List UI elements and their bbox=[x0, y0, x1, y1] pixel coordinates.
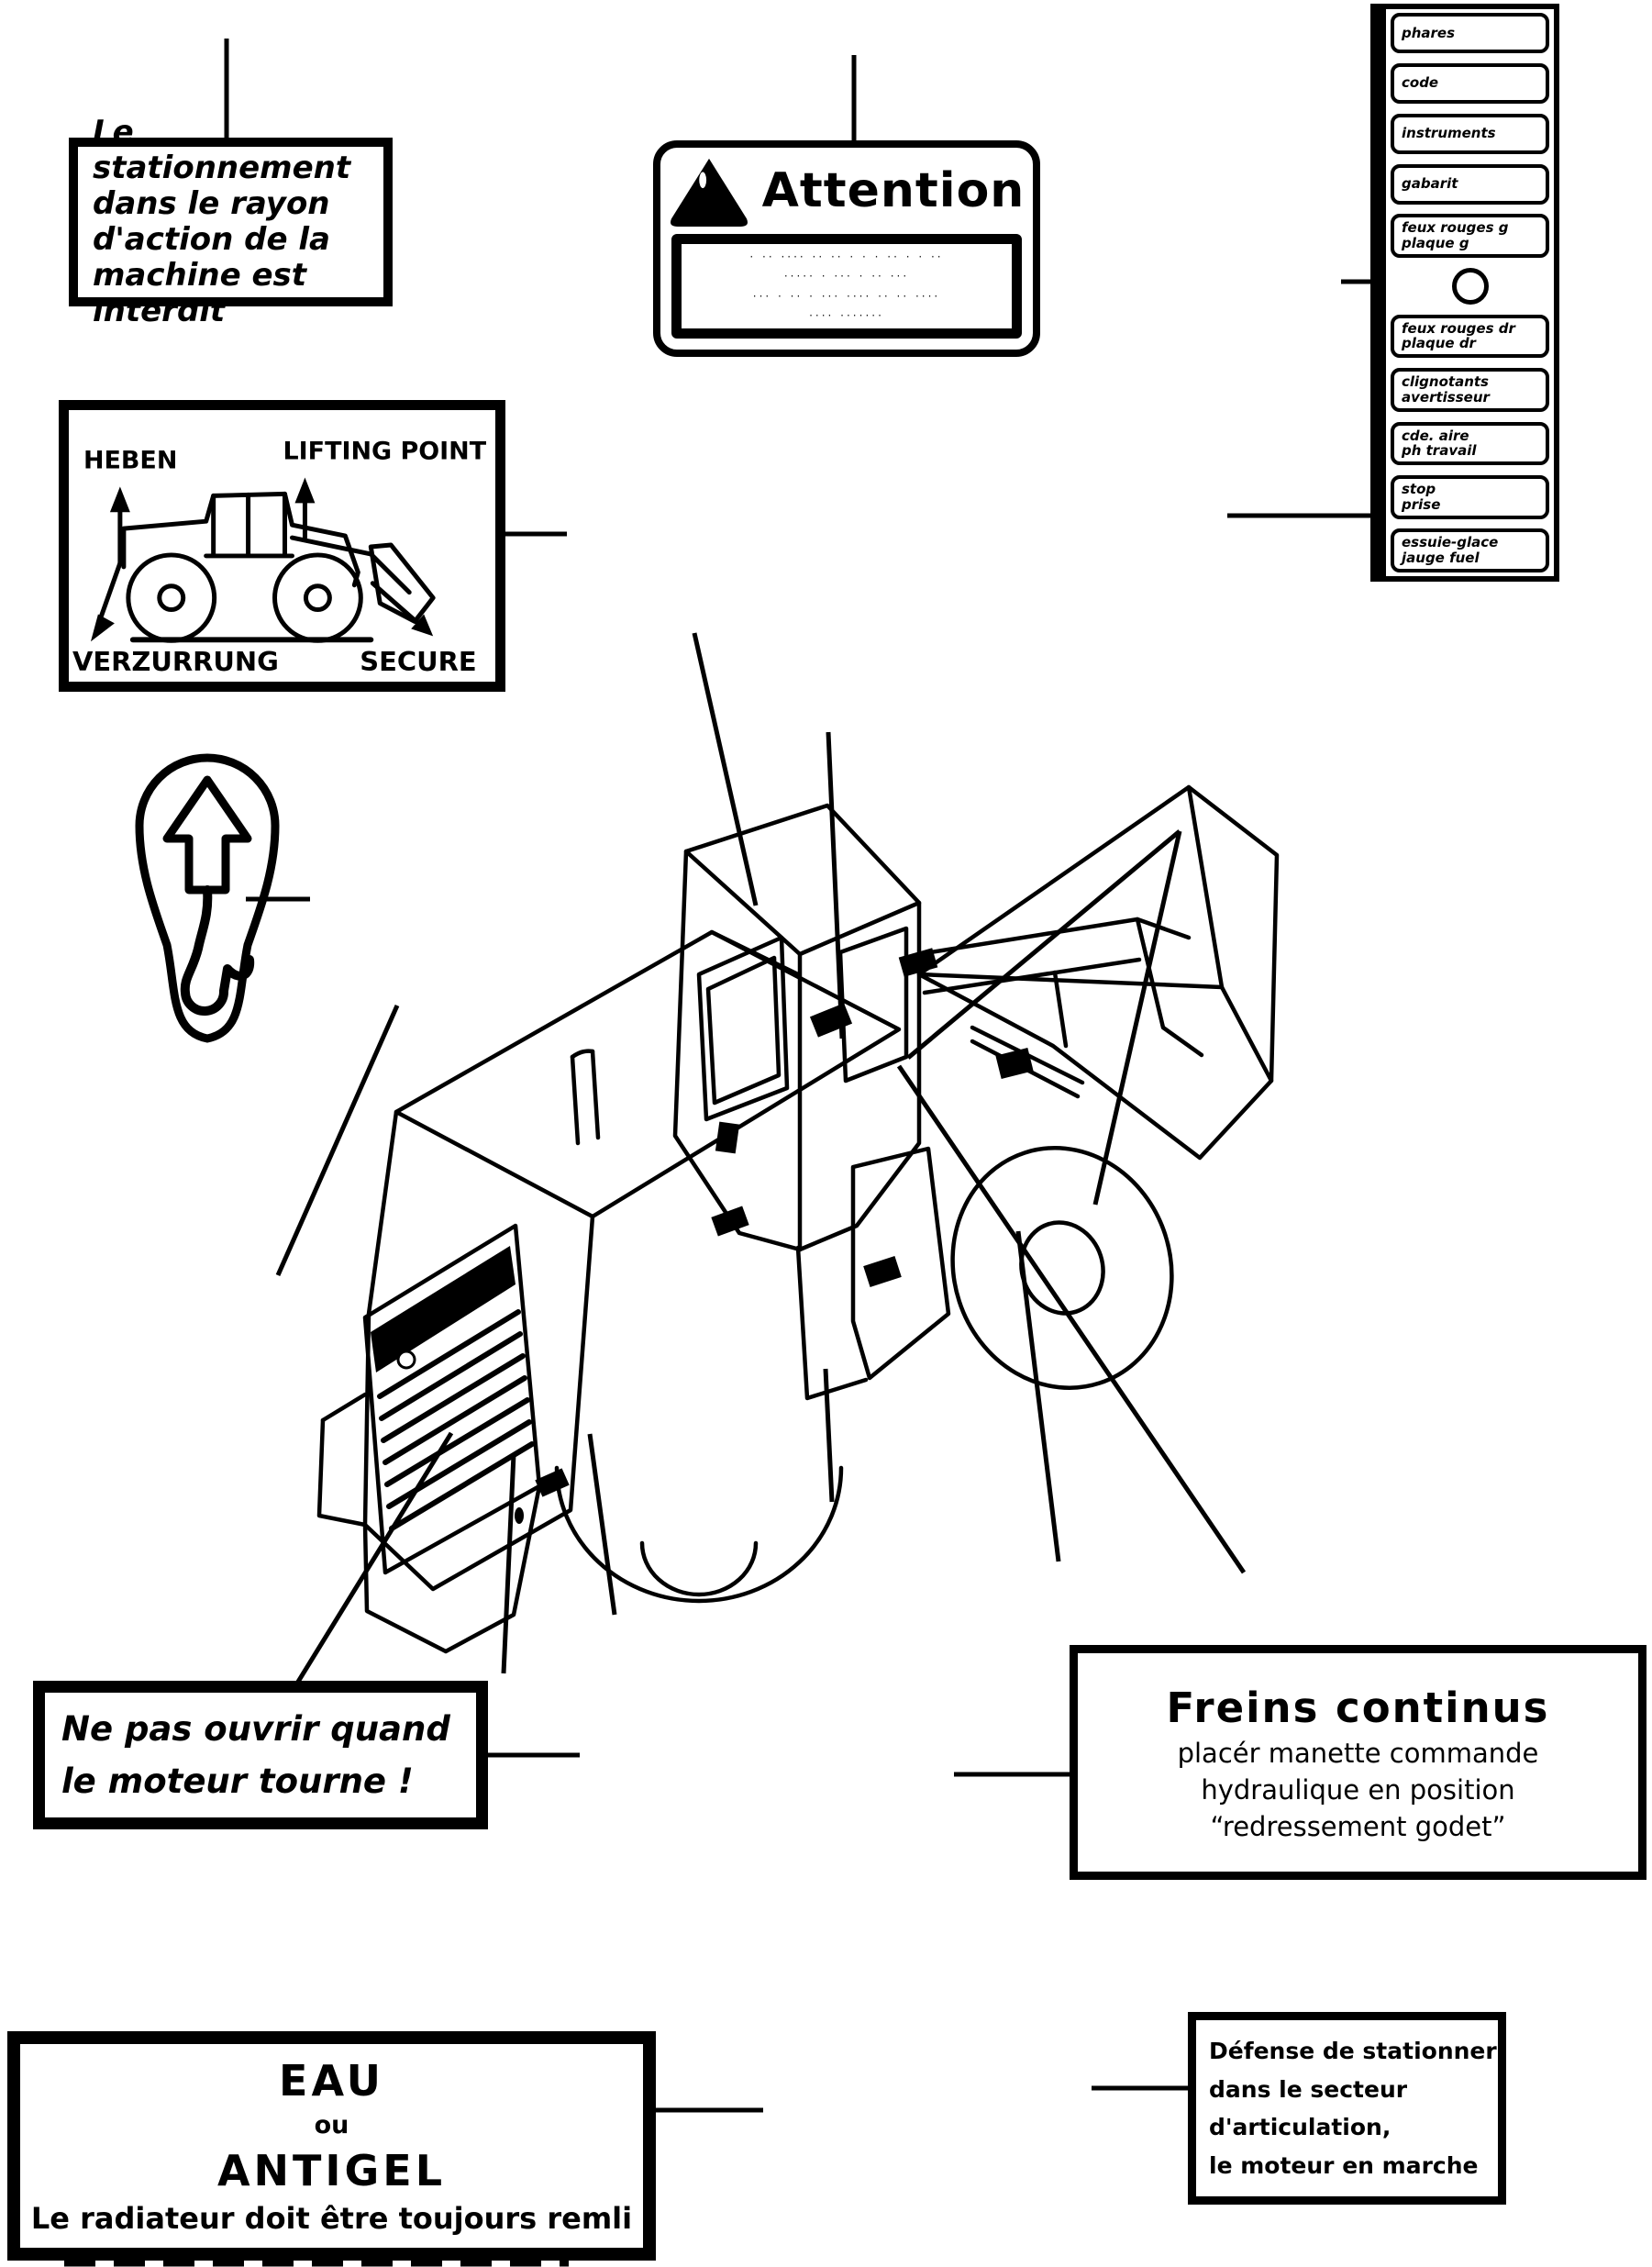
decal-no-open-engine-running bbox=[33, 1681, 488, 1829]
decal-text-line: EAU bbox=[279, 2055, 384, 2106]
panel-hole-row bbox=[1391, 268, 1549, 305]
wheel-loader-drawing bbox=[319, 787, 1277, 1651]
decal-text-line: Défense de stationner bbox=[1209, 2037, 1497, 2064]
callout-body-long bbox=[899, 1066, 1244, 1572]
exhaust-stub bbox=[572, 1057, 578, 1143]
illegible-text-line: ····· · ··· · ·· ··· bbox=[783, 270, 910, 283]
panel-left-band bbox=[1376, 9, 1386, 576]
decal-text-line: dans le rayon bbox=[93, 184, 330, 222]
panel-item-gabarit bbox=[1391, 164, 1549, 205]
panel-item-label: stop bbox=[1402, 480, 1436, 497]
panel-item-label: avertisseur bbox=[1402, 388, 1490, 406]
decal-text-line: dans le secteur bbox=[1209, 2075, 1408, 2103]
decal-text-line: Le radiateur doit être toujours remli bbox=[30, 2201, 633, 2237]
decal-parking-prohibited bbox=[69, 113, 393, 330]
panel-item-list bbox=[1386, 9, 1554, 576]
label-heben: HEBEN bbox=[83, 446, 178, 475]
decal-text-line: “redressement godet” bbox=[1210, 1810, 1506, 1842]
bucket-outline bbox=[919, 787, 1277, 1158]
decal-no-parking-articulation bbox=[1188, 2012, 1506, 2205]
panel-item-label: ph travail bbox=[1402, 442, 1477, 460]
callout-grille-1 bbox=[291, 1433, 451, 1694]
callout-hood-low bbox=[590, 1434, 615, 1615]
illegible-text-line: ··· · ·· · ··· ···· ·· ·· ···· bbox=[752, 289, 941, 303]
panel-mounting-hole bbox=[1452, 268, 1489, 305]
label-lifting-point: LIFTING POINT bbox=[283, 437, 487, 466]
label-secure: SECURE bbox=[360, 646, 477, 678]
cab-roof bbox=[686, 806, 919, 954]
decal-text-line: d'articulation, bbox=[1209, 2114, 1391, 2141]
panel-item-label: essuie-glace bbox=[1402, 534, 1499, 551]
panel-item-label: feux rouges dr bbox=[1402, 319, 1515, 337]
decal-text-line: ANTIGEL bbox=[216, 2145, 447, 2195]
panel-item-label: cde. aire bbox=[1402, 427, 1469, 444]
panel-item-code bbox=[1391, 63, 1549, 104]
panel-item-label: feux rouges g bbox=[1402, 219, 1509, 237]
panel-item-label: prise bbox=[1402, 495, 1441, 513]
decal-text-line: placér manette commande bbox=[1177, 1737, 1539, 1769]
panel-item-label: clignotants bbox=[1402, 373, 1489, 391]
label-verzurrung: VERZURRUNG bbox=[72, 646, 279, 678]
decal-title: Freins continus bbox=[1166, 1683, 1550, 1732]
decal-text-line: d'action de la bbox=[93, 221, 330, 258]
panel-item-phares bbox=[1391, 13, 1549, 53]
decal-text-line: hydraulique en position bbox=[1201, 1773, 1515, 1806]
arrowheads bbox=[91, 478, 433, 642]
decal-text-line: Ne pas ouvrir quand bbox=[61, 1709, 450, 1749]
panel-item-feux-rouges-g bbox=[1391, 214, 1549, 258]
decal-text-line: machine est interdit bbox=[93, 257, 307, 330]
attention-body bbox=[671, 234, 1022, 339]
cab-left bbox=[675, 851, 800, 1250]
attention-title: Attention bbox=[761, 163, 1026, 218]
decal-coolant bbox=[7, 2031, 656, 2261]
panel-item-stop-prise bbox=[1391, 475, 1549, 519]
decal-text-line: le moteur en marche bbox=[1209, 2152, 1479, 2180]
warning-triangle-icon bbox=[669, 155, 749, 227]
panel-item-label: plaque dr bbox=[1402, 335, 1476, 352]
panel-item-essuie-glace bbox=[1391, 528, 1549, 572]
panel-item-label: instruments bbox=[1402, 125, 1496, 142]
decal-text-line: Le stationnement bbox=[93, 113, 351, 186]
lifting-diagram bbox=[69, 410, 495, 682]
panel-item-cde-aire bbox=[1391, 422, 1549, 466]
attention-header bbox=[660, 148, 1033, 234]
illegible-text-line: · ·· ···· ·· ·· · · · ·· · · ·· bbox=[749, 250, 944, 264]
panel-item-clignotants bbox=[1391, 368, 1549, 412]
callout-arm-fan-2 bbox=[1095, 831, 1180, 1205]
callout-arm-fan-1 bbox=[908, 831, 1180, 1058]
bucket-ridge bbox=[1189, 787, 1271, 1081]
hook-decal-icon bbox=[117, 750, 297, 1053]
dashboard-legend-panel bbox=[1370, 4, 1559, 582]
panel-item-instruments bbox=[1391, 114, 1549, 154]
decal-continuous-brakes bbox=[1070, 1645, 1646, 1880]
decal-text-line: le moteur tourne ! bbox=[61, 1761, 414, 1801]
callout-grille-2 bbox=[504, 1454, 514, 1673]
illegible-text-line: ···· ······· bbox=[809, 308, 884, 322]
panel-item-label: gabarit bbox=[1402, 175, 1458, 193]
grille-band bbox=[371, 1246, 516, 1372]
panel-item-label: plaque g bbox=[1402, 235, 1469, 252]
decal-attention bbox=[653, 140, 1040, 357]
panel-item-feux-rouges-dr bbox=[1391, 315, 1549, 359]
hood-top bbox=[396, 932, 899, 1217]
headlight bbox=[398, 1351, 415, 1368]
panel-item-label: code bbox=[1402, 74, 1439, 92]
panel-item-label: phares bbox=[1402, 24, 1456, 41]
panel-item-label: jauge fuel bbox=[1402, 550, 1480, 567]
decal-lifting-point bbox=[59, 400, 505, 692]
decal-text-line: ou bbox=[314, 2111, 349, 2140]
